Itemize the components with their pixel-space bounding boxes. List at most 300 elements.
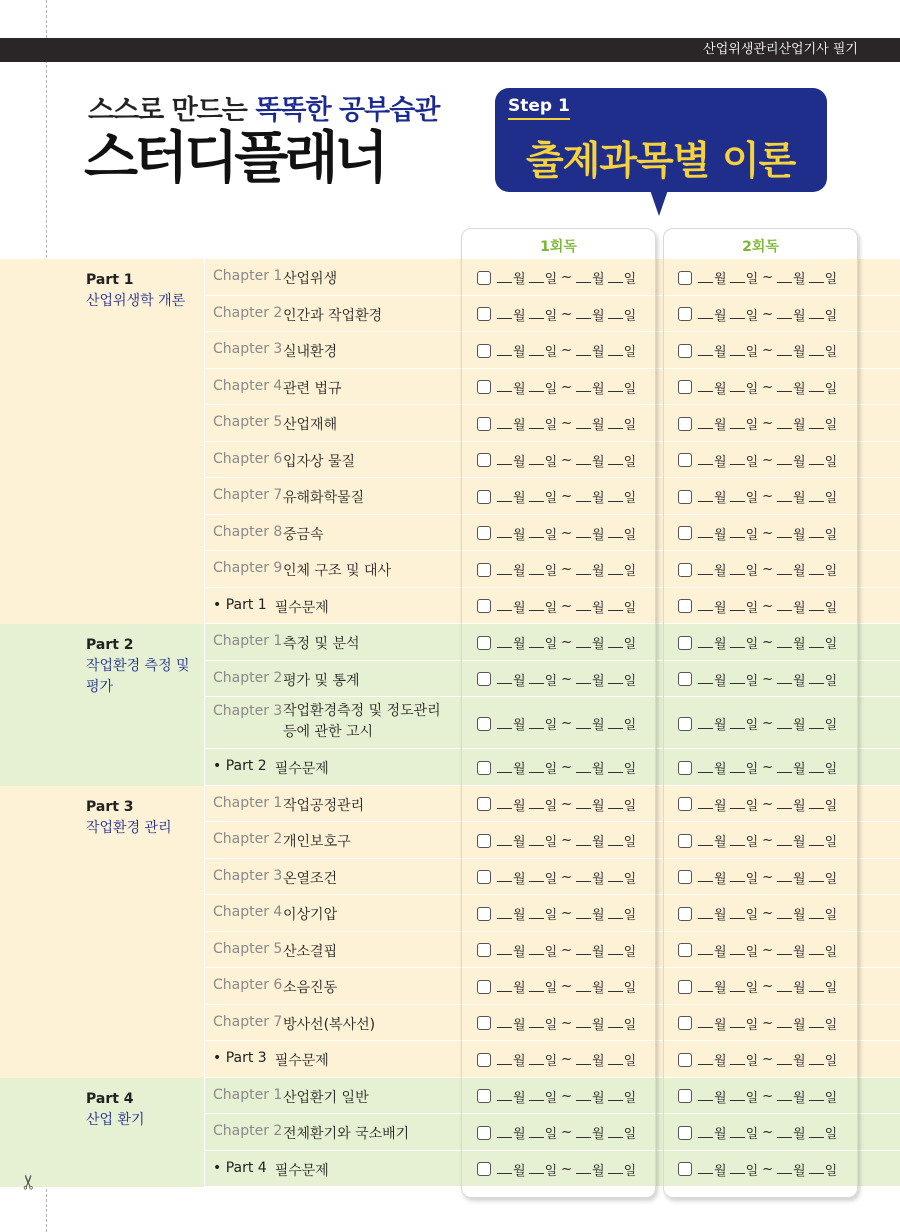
date-blank[interactable]: [608, 763, 623, 773]
date-blank[interactable]: [777, 565, 792, 575]
date-blank[interactable]: [529, 309, 544, 319]
checkbox[interactable]: [477, 943, 491, 957]
date-blank[interactable]: [777, 674, 792, 684]
date-unit: 일: [623, 454, 637, 470]
date-blank[interactable]: [698, 601, 713, 611]
date-blank[interactable]: [608, 674, 623, 684]
checkbox[interactable]: [678, 599, 692, 613]
checkbox[interactable]: [678, 526, 692, 540]
date-blank[interactable]: [576, 872, 591, 882]
date-blank[interactable]: [698, 455, 713, 465]
date-blank[interactable]: [497, 455, 512, 465]
checkbox[interactable]: [477, 761, 491, 775]
date-blank[interactable]: [529, 638, 544, 648]
date-blank[interactable]: [730, 419, 745, 429]
date-blank[interactable]: [576, 909, 591, 919]
date-blank[interactable]: [529, 982, 544, 992]
checkbox[interactable]: [477, 870, 491, 884]
date-unit: 월: [513, 673, 526, 689]
date-blank[interactable]: [698, 492, 713, 502]
date-blank[interactable]: [777, 273, 792, 283]
date-unit: 월: [592, 944, 605, 960]
date-blank[interactable]: [529, 674, 544, 684]
date-blank[interactable]: [576, 1055, 591, 1065]
date-blank[interactable]: [529, 945, 544, 955]
date-blank[interactable]: [576, 945, 591, 955]
date-blank[interactable]: [576, 799, 591, 809]
date-blank[interactable]: [777, 492, 792, 502]
chapter-title: 관련 법규: [283, 380, 342, 397]
date-blank[interactable]: [608, 565, 623, 575]
date-blank[interactable]: [777, 1128, 792, 1138]
date-unit: 일: [745, 637, 759, 653]
checkbox[interactable]: [477, 907, 491, 921]
date-blank[interactable]: [497, 1091, 512, 1101]
date-blank[interactable]: [497, 273, 512, 283]
date-blank[interactable]: [809, 1055, 824, 1065]
checkbox[interactable]: [678, 717, 692, 731]
date-tilde: ~: [762, 562, 774, 578]
date-blank[interactable]: [777, 382, 792, 392]
date-range-round-2: [678, 670, 840, 689]
date-blank[interactable]: [576, 674, 591, 684]
date-blank[interactable]: [777, 1018, 792, 1028]
date-unit: 월: [513, 718, 526, 733]
scissors-icon: ✂: [16, 1173, 41, 1191]
date-blank[interactable]: [576, 638, 591, 648]
date-blank[interactable]: [777, 719, 792, 729]
checkbox[interactable]: [678, 1053, 692, 1067]
date-blank[interactable]: [730, 1128, 745, 1138]
date-blank[interactable]: [730, 492, 745, 502]
date-blank[interactable]: [608, 273, 623, 283]
date-blank[interactable]: [809, 1091, 824, 1101]
date-blank[interactable]: [497, 309, 512, 319]
checkbox[interactable]: [678, 980, 692, 994]
date-blank[interactable]: [576, 1164, 591, 1174]
date-range-round-2: [678, 633, 840, 652]
date-unit: 월: [592, 673, 605, 689]
date-blank[interactable]: [777, 872, 792, 882]
date-blank[interactable]: [576, 1018, 591, 1028]
date-blank[interactable]: [730, 273, 745, 283]
date-blank[interactable]: [777, 982, 792, 992]
date-blank[interactable]: [730, 909, 745, 919]
date-blank[interactable]: [529, 565, 544, 575]
date-blank[interactable]: [608, 638, 623, 648]
date-blank[interactable]: [809, 836, 824, 846]
date-unit: 월: [714, 762, 727, 778]
chapter-number: Chapter 2: [213, 669, 283, 686]
checkbox[interactable]: [477, 1162, 491, 1176]
date-range-round-2: [678, 378, 840, 397]
date-blank[interactable]: [529, 382, 544, 392]
date-blank[interactable]: [698, 836, 713, 846]
date-tilde: ~: [762, 306, 774, 322]
date-blank[interactable]: [529, 492, 544, 502]
checkbox[interactable]: [477, 307, 491, 321]
date-blank[interactable]: [608, 719, 623, 729]
date-blank[interactable]: [730, 382, 745, 392]
checkbox[interactable]: [477, 672, 491, 686]
checkbox[interactable]: [678, 1016, 692, 1030]
date-blank[interactable]: [529, 346, 544, 356]
date-blank[interactable]: [576, 382, 591, 392]
date-blank[interactable]: [809, 1164, 824, 1174]
date-blank[interactable]: [497, 836, 512, 846]
date-blank[interactable]: [529, 1128, 544, 1138]
date-range-round-2: [678, 868, 840, 887]
date-blank[interactable]: [608, 1055, 623, 1065]
checkbox[interactable]: [678, 1162, 692, 1176]
date-blank[interactable]: [698, 346, 713, 356]
date-blank[interactable]: [809, 1128, 824, 1138]
date-blank[interactable]: [730, 601, 745, 611]
date-range-round-1: [477, 1123, 639, 1142]
date-blank[interactable]: [497, 1128, 512, 1138]
checkbox[interactable]: [477, 453, 491, 467]
date-blank[interactable]: [809, 638, 824, 648]
date-blank[interactable]: [777, 455, 792, 465]
date-blank[interactable]: [497, 419, 512, 429]
date-blank[interactable]: [698, 674, 713, 684]
date-blank[interactable]: [497, 982, 512, 992]
date-blank[interactable]: [730, 1091, 745, 1101]
date-blank[interactable]: [497, 1055, 512, 1065]
date-range-round-2: [678, 341, 840, 360]
checkbox[interactable]: [477, 271, 491, 285]
date-blank[interactable]: [777, 836, 792, 846]
date-blank[interactable]: [809, 719, 824, 729]
date-blank[interactable]: [576, 982, 591, 992]
date-blank[interactable]: [698, 1164, 713, 1174]
date-blank[interactable]: [809, 492, 824, 502]
date-blank[interactable]: [777, 909, 792, 919]
checkbox[interactable]: [477, 797, 491, 811]
date-blank[interactable]: [698, 872, 713, 882]
date-blank[interactable]: [608, 492, 623, 502]
checkbox[interactable]: [678, 307, 692, 321]
date-blank[interactable]: [497, 346, 512, 356]
date-blank[interactable]: [529, 763, 544, 773]
date-blank[interactable]: [497, 528, 512, 538]
checkbox[interactable]: [678, 761, 692, 775]
date-blank[interactable]: [698, 565, 713, 575]
checkbox[interactable]: [477, 344, 491, 358]
checkbox[interactable]: [678, 453, 692, 467]
checkbox[interactable]: [477, 526, 491, 540]
checkbox[interactable]: [678, 907, 692, 921]
date-blank[interactable]: [698, 309, 713, 319]
checkbox[interactable]: [678, 417, 692, 431]
checkbox[interactable]: [477, 834, 491, 848]
date-blank[interactable]: [576, 719, 591, 729]
date-blank[interactable]: [497, 1018, 512, 1028]
date-unit: 월: [592, 345, 605, 361]
date-blank[interactable]: [698, 719, 713, 729]
checkbox[interactable]: [678, 834, 692, 848]
date-blank[interactable]: [529, 273, 544, 283]
date-blank[interactable]: [777, 945, 792, 955]
date-unit: 월: [513, 527, 526, 543]
date-blank[interactable]: [698, 638, 713, 648]
date-unit: 일: [745, 908, 759, 924]
date-blank[interactable]: [576, 763, 591, 773]
checkbox[interactable]: [477, 490, 491, 504]
date-blank[interactable]: [809, 674, 824, 684]
date-blank[interactable]: [698, 1091, 713, 1101]
date-blank[interactable]: [730, 455, 745, 465]
date-blank[interactable]: [576, 309, 591, 319]
part-title: 산업 환기: [86, 1111, 145, 1128]
date-range-round-1: [477, 868, 639, 887]
round-1-header: 1회독: [540, 239, 577, 255]
date-blank[interactable]: [809, 872, 824, 882]
date-unit: 일: [623, 308, 637, 324]
date-blank[interactable]: [529, 1164, 544, 1174]
date-blank[interactable]: [730, 346, 745, 356]
checkbox[interactable]: [477, 417, 491, 431]
date-blank[interactable]: [608, 601, 623, 611]
date-blank[interactable]: [497, 719, 512, 729]
date-blank[interactable]: [777, 1091, 792, 1101]
date-blank[interactable]: [698, 763, 713, 773]
date-blank[interactable]: [730, 565, 745, 575]
date-blank[interactable]: [608, 1091, 623, 1101]
date-blank[interactable]: [497, 674, 512, 684]
date-blank[interactable]: [698, 1018, 713, 1028]
date-blank[interactable]: [777, 309, 792, 319]
date-unit: 월: [793, 418, 806, 434]
date-blank[interactable]: [608, 309, 623, 319]
date-blank[interactable]: [608, 1018, 623, 1028]
date-blank[interactable]: [529, 528, 544, 538]
date-blank[interactable]: [497, 492, 512, 502]
date-blank[interactable]: [730, 674, 745, 684]
date-unit: 월: [793, 762, 806, 778]
checkbox[interactable]: [477, 980, 491, 994]
checkbox[interactable]: [477, 599, 491, 613]
date-blank[interactable]: [529, 419, 544, 429]
date-blank[interactable]: [730, 836, 745, 846]
checkbox[interactable]: [477, 1016, 491, 1030]
checkbox[interactable]: [477, 1089, 491, 1103]
date-blank[interactable]: [608, 909, 623, 919]
date-blank[interactable]: [777, 528, 792, 538]
date-blank[interactable]: [529, 1018, 544, 1028]
date-blank[interactable]: [497, 945, 512, 955]
checkbox[interactable]: [678, 870, 692, 884]
date-blank[interactable]: [497, 638, 512, 648]
date-blank[interactable]: [497, 601, 512, 611]
date-blank[interactable]: [777, 763, 792, 773]
date-unit: 월: [592, 381, 605, 397]
checkbox[interactable]: [678, 672, 692, 686]
checkbox[interactable]: [678, 943, 692, 957]
date-blank[interactable]: [608, 382, 623, 392]
date-range-round-2: [678, 451, 840, 470]
date-blank[interactable]: [730, 982, 745, 992]
date-unit: 월: [793, 527, 806, 543]
date-blank[interactable]: [608, 836, 623, 846]
date-blank[interactable]: [777, 419, 792, 429]
date-tilde: ~: [561, 1088, 573, 1104]
date-blank[interactable]: [809, 909, 824, 919]
date-blank[interactable]: [809, 346, 824, 356]
date-blank[interactable]: [809, 309, 824, 319]
date-unit: 월: [793, 381, 806, 397]
date-blank[interactable]: [529, 872, 544, 882]
checkbox[interactable]: [678, 271, 692, 285]
date-blank[interactable]: [698, 1055, 713, 1065]
date-blank[interactable]: [576, 419, 591, 429]
date-blank[interactable]: [576, 1091, 591, 1101]
checkbox[interactable]: [678, 344, 692, 358]
date-blank[interactable]: [809, 273, 824, 283]
date-blank[interactable]: [730, 1164, 745, 1174]
date-tilde: ~: [561, 1015, 573, 1031]
chapter-number: Chapter 4: [213, 904, 283, 920]
checkbox[interactable]: [477, 380, 491, 394]
date-blank[interactable]: [576, 565, 591, 575]
date-blank[interactable]: [529, 455, 544, 465]
part-label: [86, 1089, 201, 1131]
date-unit: 일: [623, 1017, 637, 1033]
date-tilde: ~: [762, 796, 774, 812]
date-blank[interactable]: [529, 601, 544, 611]
date-unit: 일: [544, 381, 558, 397]
date-blank[interactable]: [529, 1091, 544, 1101]
date-blank[interactable]: [608, 799, 623, 809]
date-blank[interactable]: [698, 945, 713, 955]
checkbox[interactable]: [477, 1126, 491, 1140]
checkbox[interactable]: [678, 797, 692, 811]
date-blank[interactable]: [576, 273, 591, 283]
date-blank[interactable]: [698, 909, 713, 919]
checkbox[interactable]: [678, 380, 692, 394]
date-blank[interactable]: [608, 982, 623, 992]
date-blank[interactable]: [698, 528, 713, 538]
date-blank[interactable]: [576, 346, 591, 356]
checkbox[interactable]: [477, 717, 491, 731]
date-blank[interactable]: [608, 945, 623, 955]
date-blank[interactable]: [608, 872, 623, 882]
date-unit: 일: [544, 1054, 558, 1070]
date-blank[interactable]: [576, 836, 591, 846]
date-blank[interactable]: [608, 346, 623, 356]
date-blank[interactable]: [576, 492, 591, 502]
date-blank[interactable]: [730, 763, 745, 773]
date-blank[interactable]: [608, 1164, 623, 1174]
date-blank[interactable]: [809, 799, 824, 809]
date-blank[interactable]: [809, 528, 824, 538]
date-blank[interactable]: [576, 455, 591, 465]
date-blank[interactable]: [777, 1055, 792, 1065]
date-blank[interactable]: [576, 601, 591, 611]
date-blank[interactable]: [730, 309, 745, 319]
date-tilde: ~: [561, 1052, 573, 1068]
date-unit: 일: [623, 345, 637, 361]
date-blank[interactable]: [777, 346, 792, 356]
date-blank[interactable]: [529, 836, 544, 846]
date-unit: 월: [592, 1017, 605, 1033]
checkbox[interactable]: [678, 490, 692, 504]
checkbox[interactable]: [477, 563, 491, 577]
date-blank[interactable]: [777, 601, 792, 611]
date-blank[interactable]: [497, 1164, 512, 1174]
date-blank[interactable]: [730, 528, 745, 538]
date-blank[interactable]: [497, 565, 512, 575]
date-blank[interactable]: [730, 799, 745, 809]
date-blank[interactable]: [730, 719, 745, 729]
date-blank[interactable]: [809, 945, 824, 955]
date-blank[interactable]: [529, 799, 544, 809]
date-blank[interactable]: [698, 419, 713, 429]
date-blank[interactable]: [698, 382, 713, 392]
date-blank[interactable]: [809, 455, 824, 465]
checkbox[interactable]: [678, 563, 692, 577]
date-tilde: ~: [561, 760, 573, 776]
checkbox[interactable]: [477, 636, 491, 650]
date-blank[interactable]: [529, 719, 544, 729]
date-blank[interactable]: [730, 1055, 745, 1065]
date-blank[interactable]: [698, 273, 713, 283]
date-blank[interactable]: [809, 1018, 824, 1028]
date-blank[interactable]: [730, 945, 745, 955]
date-unit: 일: [544, 345, 558, 361]
date-blank[interactable]: [576, 1128, 591, 1138]
date-unit: 일: [623, 600, 637, 616]
date-unit: 월: [592, 637, 605, 653]
chapter-title: 측정 및 분석: [283, 636, 360, 652]
date-blank[interactable]: [809, 565, 824, 575]
date-blank[interactable]: [608, 419, 623, 429]
date-blank[interactable]: [497, 909, 512, 919]
date-blank[interactable]: [730, 638, 745, 648]
date-blank[interactable]: [497, 799, 512, 809]
date-blank[interactable]: [730, 1018, 745, 1028]
date-unit: 월: [793, 600, 806, 616]
date-blank[interactable]: [608, 455, 623, 465]
date-blank[interactable]: [497, 763, 512, 773]
date-blank[interactable]: [529, 909, 544, 919]
date-blank[interactable]: [608, 528, 623, 538]
date-unit: 월: [513, 564, 526, 580]
date-blank[interactable]: [608, 1128, 623, 1138]
date-blank[interactable]: [809, 601, 824, 611]
date-blank[interactable]: [497, 382, 512, 392]
date-blank[interactable]: [809, 382, 824, 392]
date-blank[interactable]: [497, 872, 512, 882]
date-blank[interactable]: [777, 638, 792, 648]
date-blank[interactable]: [777, 799, 792, 809]
date-blank[interactable]: [576, 528, 591, 538]
checkbox[interactable]: [678, 636, 692, 650]
date-blank[interactable]: [698, 799, 713, 809]
date-blank[interactable]: [698, 1128, 713, 1138]
date-blank[interactable]: [698, 982, 713, 992]
date-blank[interactable]: [777, 1164, 792, 1174]
checkbox[interactable]: [678, 1126, 692, 1140]
date-blank[interactable]: [809, 763, 824, 773]
date-unit: 일: [824, 981, 838, 997]
checkbox[interactable]: [477, 1053, 491, 1067]
date-blank[interactable]: [529, 1055, 544, 1065]
checkbox[interactable]: [678, 1089, 692, 1103]
date-blank[interactable]: [730, 872, 745, 882]
date-blank[interactable]: [809, 419, 824, 429]
date-blank[interactable]: [809, 982, 824, 992]
